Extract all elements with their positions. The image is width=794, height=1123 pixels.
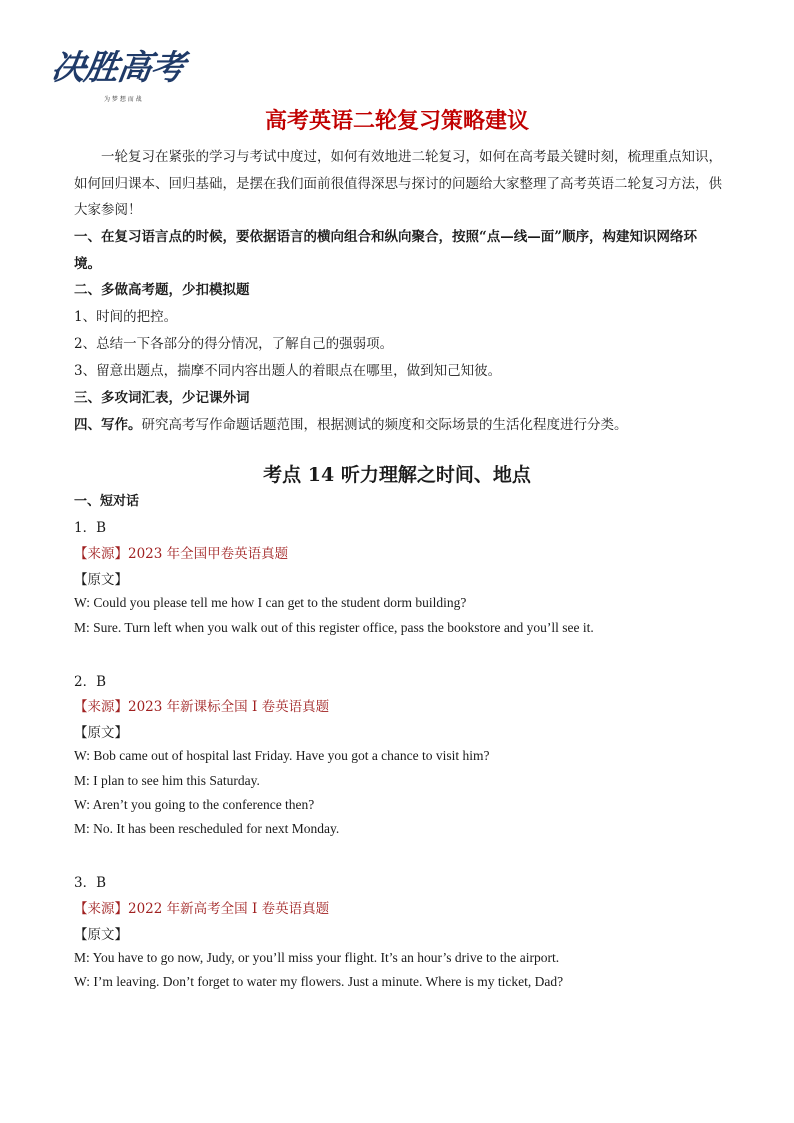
tip-4-label: 四、写作。 (74, 417, 142, 433)
logo-text: 决胜高考 (48, 48, 187, 88)
document-title: 高考英语二轮复习策略建议 (264, 109, 529, 134)
source-2: 【来源】2023 年新课标全国 I 卷英语真题 (74, 699, 330, 715)
tip-2: 二、多做高考题，少扣模拟题 (74, 282, 250, 298)
yuanwen-3: 【原文】 (74, 927, 128, 943)
answer-1: 1．B (74, 520, 107, 536)
source-1: 【来源】2023 年全国甲卷英语真题 (74, 546, 289, 562)
source-3: 【来源】2022 年新高考全国 I 卷英语真题 (74, 901, 330, 917)
transcript-line: M: Sure. Turn left when you walk out of this register office, pass the bookstore and you’ll see it. (74, 620, 594, 635)
transcript-line: M: No. It has been rescheduled for next Monday. (74, 821, 340, 836)
answer-2: 2．B (74, 674, 107, 690)
transcript-line: W: Could you please tell me how I can get to the student dorm building? (74, 595, 467, 610)
transcript-line: M: I plan to see him this Saturday. (74, 773, 260, 788)
transcript-line: M: You have to go now, Judy, or you’ll miss your flight. It’s an hour’s drive to the airport. (74, 950, 560, 965)
yuanwen-2: 【原文】 (74, 725, 128, 741)
tip-2-1: 1、时间的把控。 (74, 309, 178, 325)
transcript-line: W: Bob came out of hospital last Friday. Have you got a chance to visit him? (74, 748, 490, 763)
tip-1: 一、在复习语言点的时候，要依据语言的横向组合和纵向聚合，按照“点—线—面”顺序，构建知识网络环境。 (74, 229, 698, 272)
tip-2-2: 2、总结一下各部分的得分情况，了解自己的强弱项。 (74, 336, 394, 352)
tip-3: 三、多攻词汇表，少记课外词 (74, 390, 250, 406)
tip-4 (74, 412, 722, 439)
answer-3: 3．B (74, 875, 107, 891)
section-title: 考点 14 听力理解之时间、地点 (263, 464, 531, 486)
yuanwen-1: 【原文】 (74, 572, 128, 588)
tip-2-3: 3、留意出题点，揣摩不同内容出题人的着眼点在哪里，做到知己知彼。 (74, 363, 502, 379)
sub-heading: 一、短对话 (74, 494, 140, 509)
intro-paragraph: 一轮复习在紧张的学习与考试中度过，如何有效地进二轮复习，如何在高考最关键时刻，梳理重点知识，如何回归课本、回归基础，是摆在我们面前很值得深思与探讨的问题给大家整理了高考英语二轮复习方法，供大家参阅！ (74, 149, 722, 218)
tip-4-text: 研究高考写作命题话题范围，根据测试的频度和交际场景的生活化程度进行分类。 (141, 417, 628, 433)
transcript-line: W: Aren’t you going to the conference then? (74, 797, 315, 812)
transcript-line: W: I’m leaving. Don’t forget to water my flowers. Just a minute. Where is my ticket, Dad? (74, 974, 564, 989)
logo-subtitle: 为 梦 想 而 战 (104, 96, 142, 103)
